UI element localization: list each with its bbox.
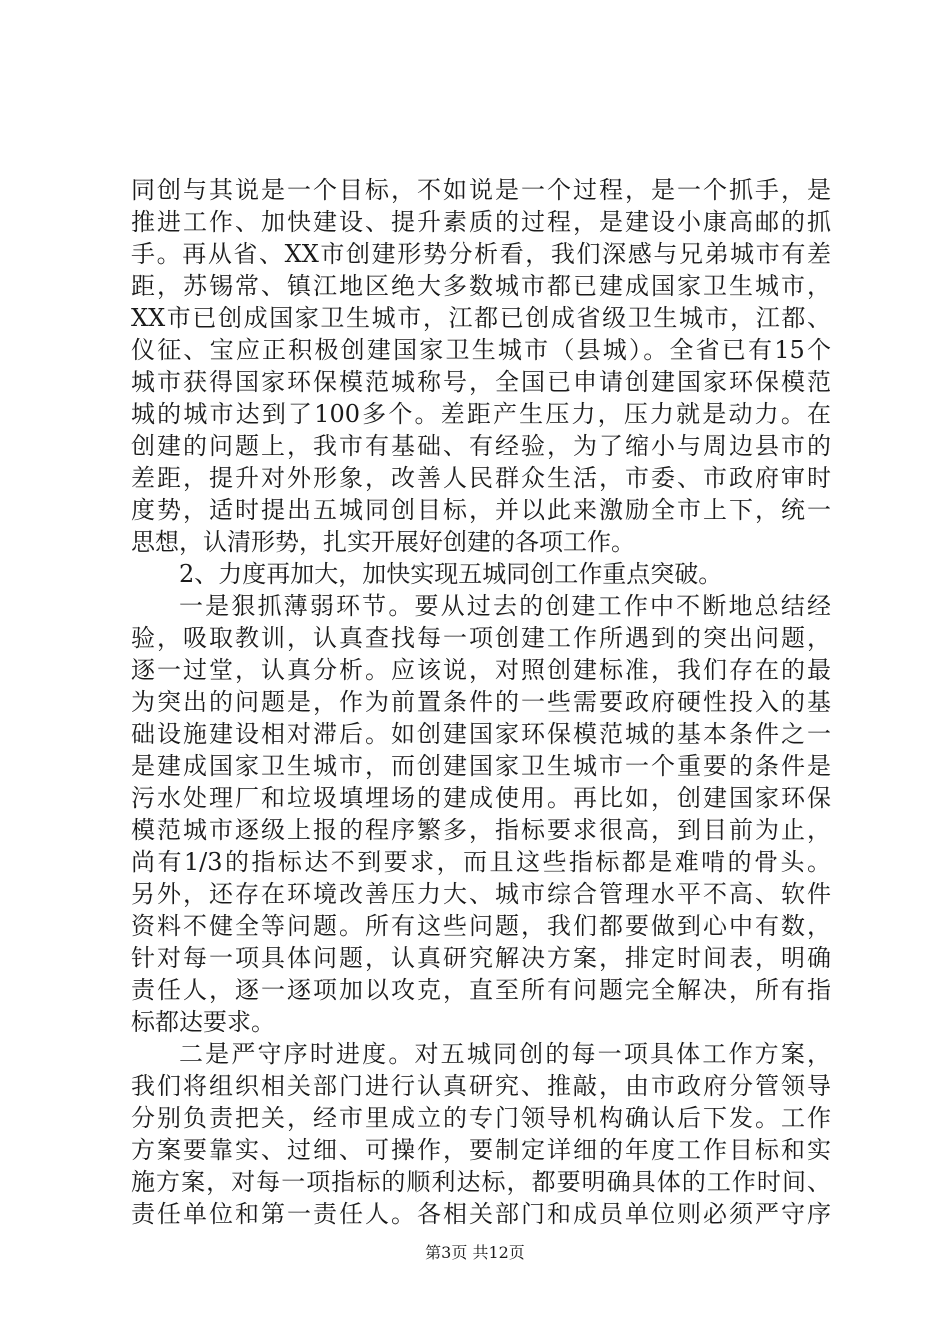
text-line: 资料不健全等问题。所有这些问题，我们都要做到心中有数， bbox=[131, 912, 831, 940]
text-line: XX市已创成国家卫生城市，江都已创成省级卫生城市，江都、 bbox=[131, 304, 831, 332]
text-line: 二是严守序时进度。对五城同创的每一项具体工作方案， bbox=[179, 1040, 831, 1068]
text-line: 模范城市逐级上报的程序繁多，指标要求很高，到目前为止， bbox=[131, 816, 831, 844]
text-line: 责任人，逐一逐项加以攻克，直至所有问题完全解决，所有指 bbox=[131, 976, 831, 1004]
text-line: 验，吸取教训，认真查找每一项创建工作所遇到的突出问题， bbox=[131, 624, 831, 652]
text-line: 同创与其说是一个目标，不如说是一个过程，是一个抓手，是 bbox=[131, 176, 831, 204]
text-line: 另外，还存在环境改善压力大、城市综合管理水平不高、软件 bbox=[131, 880, 831, 908]
text-line: 为突出的问题是，作为前置条件的一些需要政府硬性投入的基 bbox=[131, 688, 831, 716]
text-line: 逐一过堂，认真分析。应该说，对照创建标准，我们存在的最 bbox=[131, 656, 831, 684]
text-line: 度势，适时提出五城同创目标，并以此来激励全市上下，统一 bbox=[131, 496, 831, 524]
text-line: 是建成国家卫生城市，而创建国家卫生城市一个重要的条件是 bbox=[131, 752, 831, 780]
text-line: 污水处理厂和垃圾填埋场的建成使用。再比如，创建国家环保 bbox=[131, 784, 831, 812]
text-line: 针对每一项具体问题，认真研究解决方案，排定时间表，明确 bbox=[131, 944, 831, 972]
text-line: 标都达要求。 bbox=[131, 1008, 275, 1036]
text-line: 方案要靠实、过细、可操作，要制定详细的年度工作目标和实 bbox=[131, 1136, 831, 1164]
document-body bbox=[131, 174, 831, 1230]
text-line: 推进工作、加快建设、提升素质的过程，是建设小康高邮的抓 bbox=[131, 208, 831, 236]
page-number-footer: 第3页 共12页 bbox=[425, 1243, 525, 1262]
text-line: 尚有1/3的指标达不到要求，而且这些指标都是难啃的骨头。 bbox=[131, 848, 831, 876]
text-line: 础设施建设相对滞后。如创建国家环保模范城的基本条件之一 bbox=[131, 720, 831, 748]
text-line: 思想，认清形势，扎实开展好创建的各项工作。 bbox=[131, 528, 635, 556]
text-line: 城的城市达到了100多个。差距产生压力，压力就是动力。在 bbox=[131, 400, 831, 428]
text-line: 距，苏锡常、镇江地区绝大多数城市都已建成国家卫生城市， bbox=[131, 272, 831, 300]
text-line: 施方案，对每一项指标的顺利达标，都要明确具体的工作时间、 bbox=[131, 1168, 831, 1196]
text-line: 分别负责把关，经市里成立的专门领导机构确认后下发。工作 bbox=[131, 1104, 831, 1132]
text-line: 我们将组织相关部门进行认真研究、推敲，由市政府分管领导 bbox=[131, 1072, 831, 1100]
text-line: 手。再从省、XX市创建形势分析看，我们深感与兄弟城市有差 bbox=[131, 240, 831, 268]
text-line: 责任单位和第一责任人。各相关部门和成员单位则必须严守序 bbox=[131, 1200, 831, 1228]
section-heading: 2、力度再加大，加快实现五城同创工作重点突破。 bbox=[179, 560, 723, 588]
text-line: 一是狠抓薄弱环节。要从过去的创建工作中不断地总结经 bbox=[179, 592, 831, 620]
text-line: 差距，提升对外形象，改善人民群众生活，市委、市政府审时 bbox=[131, 464, 831, 492]
text-line: 城市获得国家环保模范城称号，全国已申请创建国家环保模范 bbox=[131, 368, 831, 396]
text-line: 创建的问题上，我市有基础、有经验，为了缩小与周边县市的 bbox=[131, 432, 831, 460]
text-line: 仪征、宝应正积极创建国家卫生城市（县城）。全省已有15个 bbox=[131, 336, 831, 364]
